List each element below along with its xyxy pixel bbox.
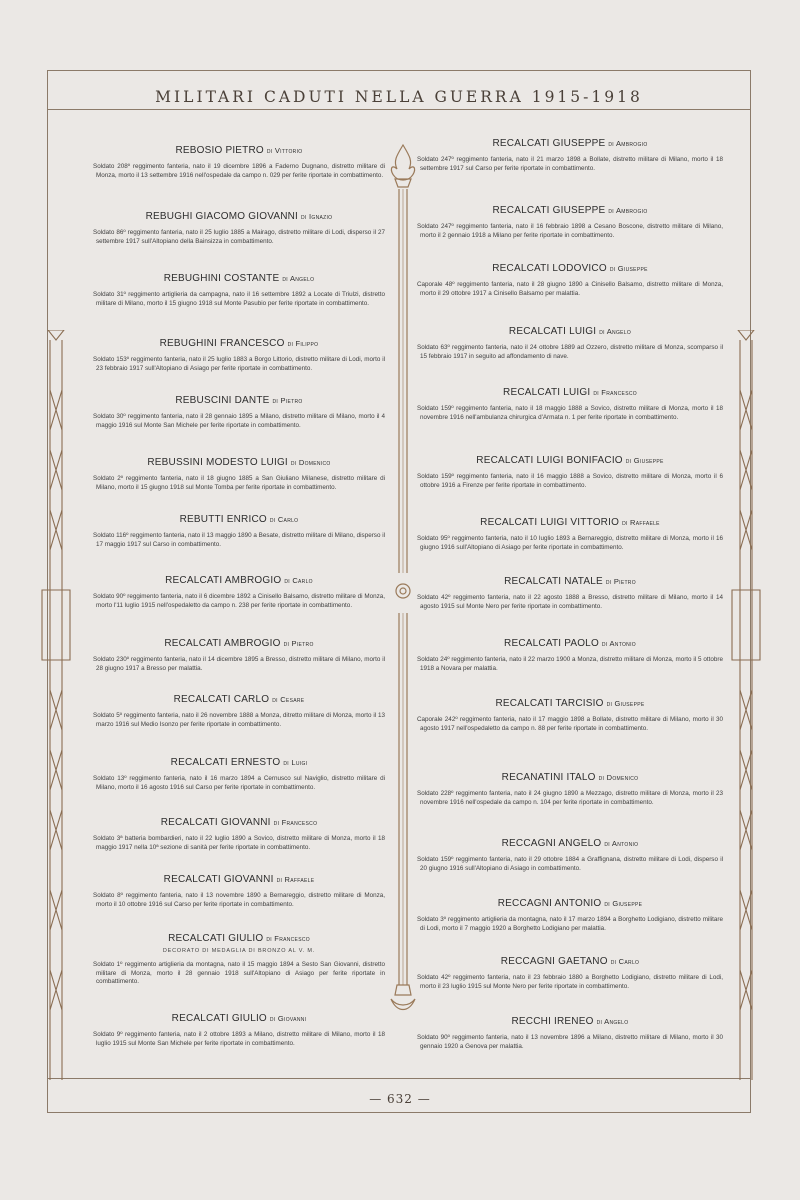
entry bbox=[93, 338, 385, 373]
entry bbox=[93, 638, 385, 673]
entry-patronymic: di Pietro bbox=[272, 396, 303, 405]
entry bbox=[417, 1016, 723, 1051]
entry bbox=[417, 956, 723, 991]
entry-surname: RECALCATI AMBROGIO bbox=[165, 575, 282, 586]
entry-name bbox=[417, 698, 723, 709]
entry-text: Soldato 208º reggimento fanteria, nato il 19 dicembre 1896 a Faderno Dugnano, distretto militare di Monza, morto il 13 settembre 1916 nell'ospedale da campo n. 029 per ferite riportate in combattimento. bbox=[93, 163, 385, 179]
left-fasces-ornament-icon bbox=[38, 330, 74, 1090]
entry-surname: REBOSIO PIETRO bbox=[175, 145, 264, 156]
entry-name bbox=[93, 757, 385, 768]
entry-patronymic: di Ambrogio bbox=[608, 206, 648, 215]
entry-text: Soldato 24º reggimento fanteria, nato il 22 marzo 1900 a Monza, distretto militare di Monza, morto il 5 ottobre 1918 a Novara per malattia. bbox=[417, 656, 723, 672]
entry bbox=[93, 211, 385, 246]
entry-patronymic: di Francesco bbox=[266, 934, 310, 943]
entry-patronymic: di Domenico bbox=[598, 773, 639, 782]
entry-surname: RECALCATI LUIGI bbox=[503, 387, 591, 398]
entry-patronymic: di Carlo bbox=[284, 576, 313, 585]
entry-text: Caporale 242º reggimento fanteria, nato il 17 maggio 1898 a Bollate, distretto militare di Milano, morto il 30 agosto 1917 nell'ospedaletto da campo n. 88 per ferite riportate in combattimento. bbox=[417, 716, 723, 732]
entry-name bbox=[417, 138, 723, 149]
entry-text: Soldato 8º reggimento fanteria, nato il 13 novembre 1890 a Bernareggio, distretto militare di Monza, morto il 10 ottobre 1916 sul Carso per ferite riportate in combattimento. bbox=[93, 892, 385, 908]
entry-text: Soldato 228º reggimento fanteria, nato il 24 giugno 1890 a Mezzago, distretto militare di Monza, morto il 23 novembre 1916 nell'ospedale da campo n. 104 per ferite riportate in combattimento. bbox=[417, 790, 723, 806]
entry-text: Soldato 86º reggimento fanteria, nato il 25 luglio 1885 a Mairago, distretto militare di Lodi, disperso il 27 settembre 1917 sull'Altopiano della Bainsizza in combattimento. bbox=[93, 229, 385, 245]
entry-surname: RECALCATI LUIGI VITTORIO bbox=[480, 517, 620, 528]
entry-text: Soldato 159º reggimento fanteria, nato il 29 ottobre 1884 a Graffignana, distretto militare di Lodi, disperso il 20 giugno 1916 sull'Altopiano di Asiago in combattimento. bbox=[417, 856, 723, 872]
entry bbox=[417, 638, 723, 673]
entry-surname: RECALCATI GIUSEPPE bbox=[492, 138, 606, 149]
entry-name bbox=[417, 838, 723, 849]
entry-surname: RECALCATI AMBROGIO bbox=[164, 638, 281, 649]
entry-surname: RECCHI IRENEO bbox=[511, 1016, 594, 1027]
entry-surname: RECALCATI GIOVANNI bbox=[163, 874, 274, 885]
entry-patronymic: di Domenico bbox=[290, 458, 331, 467]
entry-patronymic: di Angelo bbox=[599, 327, 632, 336]
entry-text: Soldato 9º reggimento fanteria, nato il 2 ottobre 1893 a Milano, distretto militare di Milano, morto il 18 luglio 1915 sul Monte San Michele per ferite riportate in combattimento. bbox=[93, 1031, 385, 1047]
entry-patronymic: di Raffaele bbox=[622, 518, 660, 527]
entry-name bbox=[93, 145, 385, 156]
entry-patronymic: di Giuseppe bbox=[625, 456, 664, 465]
entry-text: Soldato 159º reggimento fanteria, nato il 18 maggio 1888 a Sovico, distretto militare di Monza, morto il 18 novembre 1916 nell'ambulanza chirurgica d'Armata n. 1 per ferite riportate in combattimento. bbox=[417, 405, 723, 421]
entry-name bbox=[93, 933, 385, 944]
entry-patronymic: di Ignazio bbox=[301, 212, 333, 221]
entry bbox=[93, 457, 385, 492]
entry-name bbox=[93, 514, 385, 525]
entry-surname: RECCAGNI ANGELO bbox=[501, 838, 602, 849]
entry bbox=[93, 933, 385, 987]
entry-text: Soldato 95º reggimento fanteria, nato il 10 luglio 1893 a Bernareggio, distretto militare di Monza, morto il 16 giugno 1916 sull'Altopiano di Asiago per ferite riportate in combattimento. bbox=[417, 535, 723, 551]
entry-text: Soldato 90º reggimento fanteria, nato il 6 dicembre 1892 a Cinisello Balsamo, distretto militare di Monza, morto l'11 luglio 1915 nell'ospedaletto da campo n. 238 per ferite riportate in combattimento. bbox=[93, 593, 385, 609]
entry-patronymic: di Pietro bbox=[283, 639, 314, 648]
entry bbox=[417, 838, 723, 873]
entry-surname: REBUGHI GIACOMO GIOVANNI bbox=[145, 211, 299, 222]
entry-text: Soldato 31º reggimento artiglieria da campagna, nato il 16 settembre 1892 a Locate di Triulzi, distretto militare di Milano, morto il 15 giugno 1918 sul Monte Pasubio per ferite riportate in combattimento. bbox=[93, 291, 385, 307]
entry-patronymic: di Carlo bbox=[610, 957, 640, 966]
entry-text: Soldato 42º reggimento fanteria, nato il 22 agosto 1888 a Bresso, distretto militare di Milano, morto il 14 agosto 1915 sul Monte Nero per ferite riportate in combattimento. bbox=[417, 594, 723, 610]
entry bbox=[417, 138, 723, 173]
entry-name bbox=[93, 638, 385, 649]
entry bbox=[417, 517, 723, 552]
entry-text: Soldato 116º reggimento fanteria, nato il 13 maggio 1890 a Besate, distretto militare di Milano, disperso il 17 maggio 1917 sul Carso in combattimento. bbox=[93, 532, 386, 548]
entry-name bbox=[93, 211, 385, 222]
entry-name bbox=[417, 326, 723, 337]
entry bbox=[417, 772, 723, 807]
entry-patronymic: di Giuseppe bbox=[606, 699, 645, 708]
right-fasces-ornament-icon bbox=[728, 330, 764, 1090]
entry bbox=[417, 698, 723, 733]
entry-text: Caporale 48º reggimento fanteria, nato il 28 giugno 1890 a Cinisello Balsamo, distretto militare di Monza, morto il 29 ottobre 1917 a Cinisello Balsamo per malattia. bbox=[417, 281, 723, 297]
entry bbox=[93, 514, 385, 549]
entry-text: Soldato 247º reggimento fanteria, nato il 21 marzo 1898 a Bollate, distretto militare di Milano, morto il 18 settembre 1917 sul Carso per ferite riportate in combattimento. bbox=[417, 156, 723, 172]
entry bbox=[93, 874, 385, 909]
entry-patronymic: di Angelo bbox=[282, 274, 315, 283]
entry bbox=[93, 757, 385, 792]
entry-patronymic: di Giuseppe bbox=[604, 899, 643, 908]
entry-patronymic: di Filippo bbox=[287, 339, 319, 348]
entry-text: Soldato 63º reggimento fanteria, nato il 24 ottobre 1889 ad Ozzero, distretto militare di Monza, scomparso il 15 febbraio 1917 in seguito ad affondamento di nave. bbox=[417, 344, 723, 360]
entry bbox=[417, 576, 723, 611]
entry bbox=[93, 145, 385, 180]
entry-patronymic: di Antonio bbox=[604, 839, 639, 848]
entry-surname: RECALCATI GIUSEPPE bbox=[492, 205, 606, 216]
entry-patronymic: di Giuseppe bbox=[609, 264, 648, 273]
entry bbox=[417, 205, 723, 240]
entry bbox=[93, 817, 385, 852]
entry bbox=[93, 1013, 385, 1048]
entry-surname: REBUTTI ENRICO bbox=[179, 514, 267, 525]
page-title: MILITARI CADUTI NELLA GUERRA 1915-1918 bbox=[155, 88, 643, 106]
entry bbox=[93, 694, 385, 729]
entry-name bbox=[417, 956, 723, 967]
entry-surname: RECALCATI GIOVANNI bbox=[160, 817, 271, 828]
entry-surname: RECANATINI ITALO bbox=[501, 772, 596, 783]
entry-patronymic: di Luigi bbox=[283, 758, 308, 767]
entry-name bbox=[417, 387, 723, 398]
entry-surname: RECALCATI ERNESTO bbox=[170, 757, 281, 768]
entry-patronymic: di Francesco bbox=[273, 818, 318, 827]
entry-text: Soldato 30º reggimento fanteria, nato il 28 gennaio 1895 a Milano, distretto militare di Milano, morto il 4 maggio 1916 sul Monte San Michele per ferite riportate in combattimento. bbox=[93, 413, 385, 429]
entry-surname: RECALCATI GIULIO bbox=[171, 1013, 267, 1024]
entry-text: Soldato 247º reggimento fanteria, nato il 16 febbraio 1898 a Cesano Boscone, distretto militare di Milano, morto il 2 gennaio 1918 a Milano per ferite riportate in combattimento. bbox=[417, 223, 723, 239]
entry-patronymic: di Vittorio bbox=[266, 146, 303, 155]
entry-name bbox=[93, 338, 385, 349]
entry bbox=[417, 263, 723, 298]
entry-surname: RECALCATI LODOVICO bbox=[492, 263, 607, 274]
entry-name bbox=[93, 1013, 385, 1024]
header bbox=[47, 70, 751, 110]
entry-text: Soldato 153º reggimento fanteria, nato il 25 luglio 1883 a Borgo Littorio, distretto militare di Lodi, morto il 23 febbraio 1917 sull'Altopiano di Asiago per ferite riportate in combattimento. bbox=[93, 356, 385, 372]
entry-patronymic: di Antonio bbox=[601, 639, 636, 648]
entry-patronymic: di Raffaele bbox=[276, 875, 315, 884]
entry-name bbox=[417, 517, 723, 528]
entry-name bbox=[417, 638, 723, 649]
entry-patronymic: di Pietro bbox=[605, 577, 636, 586]
entry bbox=[93, 395, 385, 430]
entry-text: Soldato 3ª batteria bombardieri, nato il 22 luglio 1890 a Sovico, distretto militare di Monza, morto il 18 maggio 1917 nella 10ª sezione di sanità per ferite riportate in combattimento. bbox=[93, 835, 385, 851]
entry-patronymic: di Giovanni bbox=[269, 1014, 307, 1023]
entry-name bbox=[417, 1016, 723, 1027]
entry-name bbox=[417, 898, 723, 909]
entry-name bbox=[93, 575, 385, 586]
entry-surname: RECALCATI GIULIO bbox=[168, 933, 264, 944]
entry-surname: RECALCATI TARCISIO bbox=[495, 698, 604, 709]
entry-surname: RECCAGNI ANTONIO bbox=[497, 898, 602, 909]
entry bbox=[417, 326, 723, 361]
entry-surname: REBUSSINI MODESTO LUIGI bbox=[147, 457, 288, 468]
entry-name bbox=[93, 874, 385, 885]
entry-patronymic: di Francesco bbox=[593, 388, 637, 397]
entry-name bbox=[93, 395, 385, 406]
entry-name bbox=[417, 263, 723, 274]
entry-text: Soldato 159º reggimento fanteria, nato il 16 maggio 1888 a Sovico, distretto militare di Monza, morto il 6 ottobre 1916 a Firenze per ferite riportate in combattimento. bbox=[417, 473, 723, 489]
entry-name bbox=[93, 273, 385, 284]
entry-name bbox=[417, 205, 723, 216]
entry-patronymic: di Ambrogio bbox=[608, 139, 648, 148]
entry-text: Soldato 1º reggimento artiglieria da montagna, nato il 15 maggio 1894 a Sesto San Giovanni, distretto militare di Monza, morto il 28 gennaio 1918 sull'Altopiano di Asiago per ferite riportate in combattimento. bbox=[93, 961, 385, 985]
entry bbox=[417, 455, 723, 490]
entry-surname: RECCAGNI GAETANO bbox=[500, 956, 608, 967]
entry-surname: REBUSCINI DANTE bbox=[175, 395, 270, 406]
entry bbox=[417, 387, 723, 422]
entry-surname: RECALCATI PAOLO bbox=[504, 638, 599, 649]
entry-patronymic: di Carlo bbox=[269, 515, 299, 524]
entry-surname: RECALCATI LUIGI bbox=[508, 326, 597, 337]
entry-name bbox=[93, 457, 385, 468]
entry-surname: RECALCATI NATALE bbox=[504, 576, 603, 587]
entry-text: Soldato 13º reggimento fanteria, nato il 16 marzo 1894 a Cernusco sul Naviglio, distretto militare di Milano, morto il 16 agosto 1916 sul Carso per ferite riportate in combattimento. bbox=[93, 775, 385, 791]
entry-surname: RECALCATI LUIGI BONIFACIO bbox=[476, 455, 623, 466]
entry bbox=[93, 575, 385, 610]
entry-name bbox=[93, 817, 385, 828]
entry-patronymic: di Angelo bbox=[596, 1017, 629, 1026]
entry-text: Soldato 2º reggimento fanteria, nato il 18 giugno 1885 a San Giuliano Milanese, distretto militare di Milano, morto il 15 giugno 1918 sul Monte Tomba per ferite riportate in combattimento. bbox=[93, 475, 385, 491]
entry-surname: REBUGHINI FRANCESCO bbox=[159, 338, 285, 349]
entry-name bbox=[417, 772, 723, 783]
entry-surname: REBUGHINI COSTANTE bbox=[163, 273, 280, 284]
entry-name bbox=[93, 694, 385, 705]
footer-rule bbox=[47, 1078, 751, 1079]
entry-text: Soldato 5º reggimento fanteria, nato il 26 novembre 1888 a Monza, ditretto militare di Monza, morto il 13 marzo 1916 sul Medio Isonzo per ferite riportate in combattimento. bbox=[93, 712, 385, 728]
entry-text: Soldato 42º reggimento fanteria, nato il 23 febbraio 1880 a Borghetto Lodigiano, distretto militare di Lodi, morto il 23 luglio 1915 sul Monte Nero per ferite riportate in combattimento. bbox=[417, 974, 723, 990]
entry-text: Soldato 230º reggimento fanteria, nato il 14 dicembre 1895 a Bresso, distretto militare di Milano, morto il 28 giugno 1917 a Bresso per malattia. bbox=[93, 656, 385, 672]
entry-text: Soldato 3º reggimento artiglieria da montagna, nato il 17 marzo 1894 a Borghetto Lodigiano, distretto militare di Lodi, morto il 7 maggio 1920 a Borghetto Lodigiano per malattia. bbox=[417, 916, 723, 932]
entry-surname: RECALCATI CARLO bbox=[173, 694, 270, 705]
entry bbox=[417, 898, 723, 933]
entry-decoration: DECORATO DI MEDAGLIA DI BRONZO AL V. M. bbox=[162, 948, 316, 954]
entry-text: Soldato 90º reggimento fanteria, nato il 13 novembre 1896 a Milano, distretto militare di Milano, morto il 30 gennaio 1920 a Genova per malattia. bbox=[417, 1034, 723, 1050]
entry-patronymic: di Cesare bbox=[272, 695, 305, 704]
entry-name bbox=[417, 576, 723, 587]
entry bbox=[93, 273, 385, 308]
entry-name bbox=[417, 455, 723, 466]
page-number: — 632 — bbox=[369, 1092, 431, 1106]
